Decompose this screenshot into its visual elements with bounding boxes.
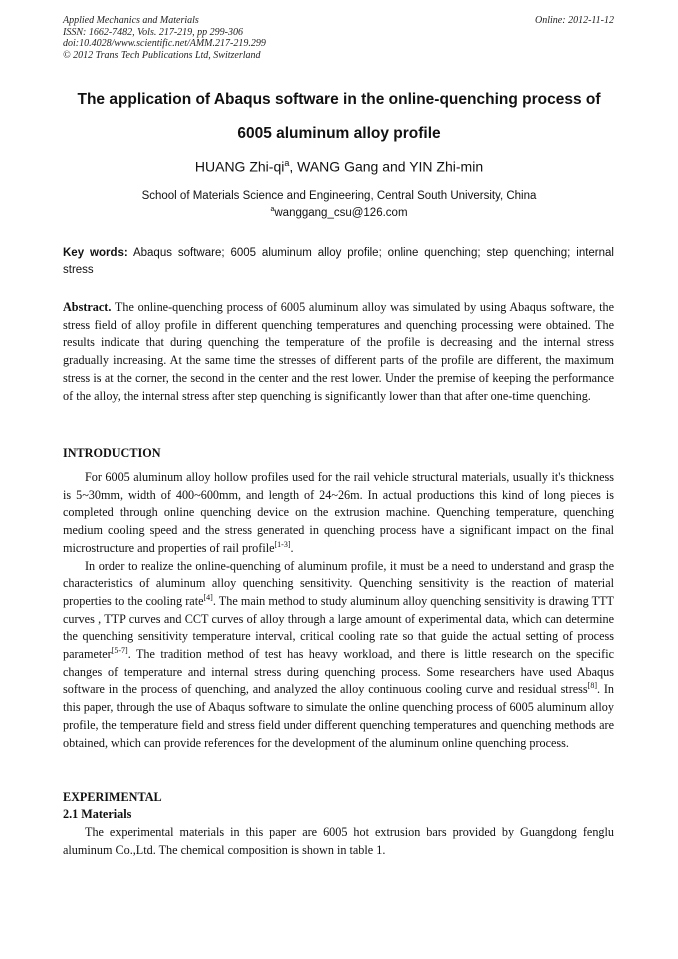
intro-paragraph-1 — [63, 469, 614, 558]
email-address[interactable]: wanggang_csu@126.com — [274, 206, 408, 219]
introduction-body — [63, 469, 614, 752]
citation-1-3[interactable]: [1-3] — [274, 539, 291, 549]
citation-4[interactable]: [4] — [203, 592, 213, 602]
intro-p1-end: . — [290, 540, 294, 555]
doi-line[interactable]: doi:10.4028/www.scientific.net/AMM.217-219.299 — [63, 38, 266, 49]
abstract-label: Abstract. — [63, 300, 112, 314]
intro-paragraph-2 — [63, 558, 614, 753]
intro-p2-text-b: . The main method to study aluminum alloy quenching sensitivity is drawing TTT curves , TTP curves and CCT curves of alloy through a large amount of experimental data, which can determine the quenching sensitivity temperature interval, critical cooling rate so that guide the actual setting of process parameter — [63, 593, 614, 662]
author-1: HUANG Zhi-qi — [194, 158, 285, 175]
intro-p2-text-d: . In this paper, through the use of Abaqus software to simulate the online quenching process of 6005 aluminum alloy profile, the temperature field and stress field under different quenching temperatures and quenching methods are obtained, which can provide references for the development of the aluminum online quenching process. — [63, 682, 615, 750]
keywords-label: Key words: — [63, 247, 128, 259]
experimental-heading: EXPERIMENTAL — [63, 790, 162, 804]
intro-p2-text-a: In order to realize the online-quenching of aluminum profile, it must be a need to understand and grasp the characteristics of aluminum alloy quenching sensitivity. Quenching sensitivity is the reaction of material properties to the cooling rate — [63, 558, 614, 608]
introduction-heading: INTRODUCTION — [63, 446, 161, 460]
materials-subheading: 2.1 Materials — [63, 807, 132, 821]
affiliation: School of Materials Science and Engineering, Central South University, China — [141, 190, 537, 202]
email-superscript: a — [270, 206, 275, 213]
abstract — [63, 299, 614, 405]
copyright-line: © 2012 Trans Tech Publications Ltd, Switzerland — [63, 49, 261, 61]
author-1-superscript: a — [284, 158, 290, 168]
citation-5-7[interactable]: [5-7] — [111, 645, 128, 655]
keywords-text: Abaqus software; 6005 aluminum alloy profile; online quenching; step quenching; internal stress — [63, 247, 614, 276]
intro-p2-text-c: . The tradition method of test has heavy workload, and there is little research on the specific changes of temperature and internal stress during quenching process. Some researchers have used Abaqus software in the process of quenching, and analyzed the alloy continuous cooling curve and residual stress — [63, 647, 614, 697]
journal-header — [63, 15, 266, 61]
materials-paragraph: The experimental materials in this paper are 6005 hot extrusion bars provided by Guangdong fenglu aluminum Co.,Ltd. The chemical composition is shown in table 1. — [63, 825, 614, 857]
journal-name: Applied Mechanics and Materials — [63, 15, 199, 26]
author-email — [60, 206, 618, 219]
author-rest: , WANG Gang and YIN Zhi-min — [289, 158, 484, 175]
paper-title-line-2: 6005 aluminum alloy profile — [237, 125, 441, 142]
intro-p1-text: For 6005 aluminum alloy hollow profiles used for the rail vehicle structural materials, usually it's thickness is 5~30mm, width of 400~600mm, and length of 24~26m. In actual productions this kind of long pieces is completed through online quenching device on the extrusion machine. Quenching temperature, quenching medium cooling speed and the stress generated in quenching process have a significant impact on the final microstructure and properties of rail profile — [63, 470, 614, 555]
citation-8[interactable]: [8] — [587, 681, 597, 691]
author-list — [60, 158, 618, 175]
keywords — [63, 245, 614, 279]
issn-line: ISSN: 1662-7482, Vols. 217-219, pp 299-306 — [63, 26, 243, 38]
online-date: Online: 2012-11-12 — [535, 15, 614, 26]
materials-body — [63, 824, 614, 859]
abstract-text: The online-quenching process of 6005 aluminum alloy was simulated by using Abaqus software, the stress field of alloy profile in different quenching temperatures and quenching processing were obtained. The results indicate that during quenching the temperature of the profile is decreasing and the internal stress gradually increasing. At the same time the stresses of different parts of the profile are different, the maximum stress is at the corner, the second in the center and the rest lower. Under the premise of keeping the performance of the alloy, the internal stress after step quenching is significantly lower than that after one-time quenching. — [63, 300, 614, 403]
paper-title-line-1: The application of Abaqus software in the online-quenching process of — [77, 91, 601, 108]
